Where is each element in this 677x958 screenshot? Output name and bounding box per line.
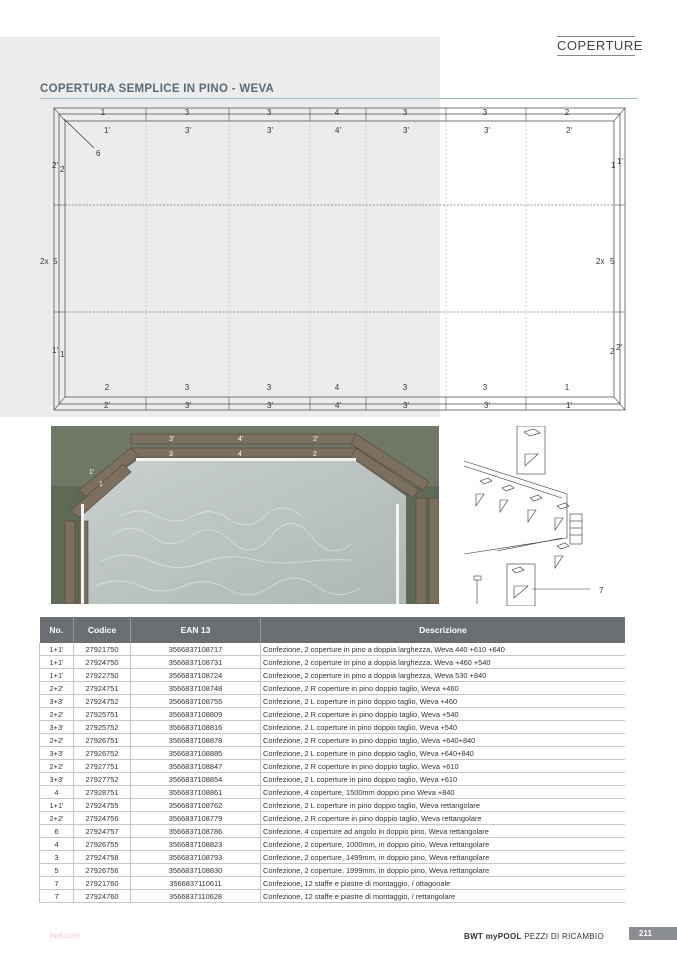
cell-descrizione: Confezione, 2 R coperture in pino doppio taglio, Weva +540 xyxy=(261,708,626,721)
photo-label-e: 4 xyxy=(238,451,242,458)
cell-no: 7 xyxy=(40,890,74,903)
cell-descrizione: Confezione, 2 L coperture in pino doppio taglio, Weva +540 xyxy=(261,721,626,734)
cell-ean: 3566837108878 xyxy=(131,734,261,747)
bottom-outer-5: 3' xyxy=(403,401,409,410)
cell-no: 1+1' xyxy=(40,656,74,669)
title-rule xyxy=(40,98,637,99)
photo-label-b: 4' xyxy=(238,436,244,443)
cell-descrizione: Confezione, 2 L coperture in pino doppio taglio, Weva +610 xyxy=(261,773,626,786)
top-outer-6: 3 xyxy=(482,108,488,117)
right-bot-outer: 2' xyxy=(616,343,622,352)
bottom-inner-5: 3 xyxy=(402,383,408,392)
bottom-inner-3: 3 xyxy=(266,383,272,392)
table-row xyxy=(40,695,626,708)
cover-layout-diagram xyxy=(34,104,634,416)
top-inner-2: 3' xyxy=(185,126,191,135)
bracket-sketch xyxy=(462,426,612,606)
right-top-outer: 1' xyxy=(617,157,623,166)
bottom-outer-3: 3' xyxy=(267,401,273,410)
photo-label-d: 3 xyxy=(169,451,173,458)
top-inner-7: 2' xyxy=(566,126,572,135)
right-mid-inner: 5 xyxy=(610,257,615,266)
bottom-outer-1: 2' xyxy=(104,401,110,410)
header-descrizione: Descrizione xyxy=(261,617,626,643)
left-top-outer: 2' xyxy=(52,161,58,170)
top-outer-4: 4 xyxy=(334,108,340,117)
top-inner-4: 4' xyxy=(335,126,341,135)
bottom-outer-7: 1' xyxy=(566,401,572,410)
cell-no: 4 xyxy=(40,786,74,799)
footer-brand-bold: BWT myPOOL xyxy=(464,932,522,941)
cell-no: 3+3' xyxy=(40,773,74,786)
table-row xyxy=(40,734,626,747)
outer-frame xyxy=(54,108,625,410)
cell-codice: 27921760 xyxy=(74,877,131,890)
cell-descrizione: Confezione, 2 R coperture in pino doppio taglio, Weva +640+840 xyxy=(261,734,626,747)
bottom-outer-6: 3' xyxy=(484,401,490,410)
cell-no: 2+2' xyxy=(40,812,74,825)
cell-codice: 27928751 xyxy=(74,786,131,799)
cell-codice: 27926755 xyxy=(74,838,131,851)
left-mid-inner: 5 xyxy=(53,257,58,266)
table-row xyxy=(40,851,626,864)
top-inner-1: 1' xyxy=(104,126,110,135)
cell-descrizione: Confezione, 2 L coperture in pino doppio taglio, Weva +640+840 xyxy=(261,747,626,760)
table-row xyxy=(40,669,626,682)
cell-codice: 27926756 xyxy=(74,864,131,877)
table-row xyxy=(40,812,626,825)
cell-codice: 27924760 xyxy=(74,890,131,903)
bottom-inner-4: 4 xyxy=(334,383,340,392)
cell-no: 3 xyxy=(40,851,74,864)
table-row xyxy=(40,747,626,760)
table-row xyxy=(40,825,626,838)
right-top-inner: 1 xyxy=(611,161,616,170)
cell-ean: 3566837108861 xyxy=(131,786,261,799)
cell-no: 2+2' xyxy=(40,682,74,695)
cell-no: 3+3' xyxy=(40,695,74,708)
table-row xyxy=(40,877,626,890)
cell-no: 1+1' xyxy=(40,669,74,682)
cell-descrizione: Confezione, 12 staffe e piastre di montaggio, / ottagonale xyxy=(261,877,626,890)
table-row xyxy=(40,656,626,669)
cell-ean: 3566837108793 xyxy=(131,851,261,864)
right-bot-inner: 2 xyxy=(610,347,615,356)
top-outer-7: 2 xyxy=(564,108,570,117)
cell-no: 1+1' xyxy=(40,799,74,812)
table-row xyxy=(40,643,626,656)
right-mid-outer: 2x xyxy=(596,257,605,266)
header-no: No. xyxy=(40,617,74,643)
cell-descrizione: Confezione, 2 coperture in pino a doppia larghezza, Weva 440 +610 +640 xyxy=(261,643,626,656)
cell-ean: 3566837108816 xyxy=(131,721,261,734)
cell-descrizione: Confezione, 2 coperture, 1000mm, in doppio pino, Weva rettangolare xyxy=(261,838,626,851)
table-row xyxy=(40,890,626,903)
page-title: COPERTURA SEMPLICE IN PINO - WEVA xyxy=(40,83,275,95)
cell-no: 6 xyxy=(40,825,74,838)
photo-label-g: 1' xyxy=(89,469,95,476)
cell-descrizione: Confezione, 2 coperture, 1999mm, in doppio pino, Weva rettangolare xyxy=(261,864,626,877)
cell-ean: 3566837108717 xyxy=(131,643,261,656)
cell-codice: 27922750 xyxy=(74,669,131,682)
top-inner-3: 3' xyxy=(267,126,273,135)
left-bot-outer: 1' xyxy=(52,346,58,355)
cell-no: 2+2' xyxy=(40,708,74,721)
cell-no: 3+3' xyxy=(40,721,74,734)
bottom-outer-4: 4' xyxy=(335,401,341,410)
cell-no: 7 xyxy=(40,877,74,890)
cell-ean: 3566837110628 xyxy=(131,890,261,903)
photo-label-h: 1 xyxy=(99,481,103,488)
cell-ean: 3566837108854 xyxy=(131,773,261,786)
pool-photo xyxy=(51,426,439,604)
bottom-inner-6: 3 xyxy=(482,383,488,392)
cell-descrizione: Confezione, 4 coperture, 1500mm doppio pino Weva +840 xyxy=(261,786,626,799)
table-row xyxy=(40,721,626,734)
top-outer-5: 3 xyxy=(402,108,408,117)
table-row xyxy=(40,760,626,773)
footer-brand xyxy=(464,932,604,941)
cell-descrizione: Confezione, 2 R coperture in pino doppio taglio, Weva +610 xyxy=(261,760,626,773)
section-rule-top xyxy=(557,36,635,37)
cell-ean: 3566837108755 xyxy=(131,695,261,708)
cell-codice: 27924756 xyxy=(74,812,131,825)
cell-ean: 3566837108762 xyxy=(131,799,261,812)
cell-ean: 3566837108830 xyxy=(131,864,261,877)
cell-descrizione: Confezione, 2 coperture, 1499mm, in doppio pino, Weva rettangolare xyxy=(261,851,626,864)
middle-frame xyxy=(59,114,620,404)
page-number: 211 xyxy=(629,927,677,940)
header-ean: EAN 13 xyxy=(131,617,261,643)
cell-codice: 27924757 xyxy=(74,825,131,838)
top-inner-5: 3' xyxy=(403,126,409,135)
table-row xyxy=(40,773,626,786)
footer-brand-rest: PEZZI DI RICAMBIO xyxy=(521,932,604,941)
cell-codice: 27924751 xyxy=(74,682,131,695)
table-row xyxy=(40,838,626,851)
cell-descrizione: Confezione, 2 coperture in pino a doppia larghezza, Weva 530 +840 xyxy=(261,669,626,682)
photo-label-f: 2 xyxy=(313,451,317,458)
cell-codice: 27927751 xyxy=(74,760,131,773)
left-bot-inner: 1 xyxy=(60,350,65,359)
bottom-outer-2: 3' xyxy=(185,401,191,410)
cell-no: 1+1' xyxy=(40,643,74,656)
section-rule-bottom xyxy=(557,55,635,56)
photo-label-c: 2' xyxy=(313,436,319,443)
cell-descrizione: Confezione, 4 coperture ad angolo in doppio pino, Weva rettangolare xyxy=(261,825,626,838)
cell-no: 5 xyxy=(40,864,74,877)
cell-ean: 3566837108724 xyxy=(131,669,261,682)
table-row xyxy=(40,864,626,877)
table-row xyxy=(40,786,626,799)
table-row xyxy=(40,682,626,695)
top-inner-6: 3' xyxy=(484,126,490,135)
cell-codice: 27924750 xyxy=(74,656,131,669)
left-mid-outer: 2x xyxy=(40,257,49,266)
parts-table xyxy=(39,617,625,903)
cell-descrizione: Confezione, 2 coperture in pino a doppia larghezza, Weva +460 +540 xyxy=(261,656,626,669)
cell-descrizione: Confezione, 2 R coperture in pino doppio taglio, Weva rettangolare xyxy=(261,812,626,825)
cell-ean: 3566837108809 xyxy=(131,708,261,721)
top-outer-3: 3 xyxy=(266,108,272,117)
bottom-inner-1: 2 xyxy=(104,383,110,392)
cell-descrizione: Confezione, 12 staffe e piastre di montaggio, / rettangolare xyxy=(261,890,626,903)
cell-codice: 27924755 xyxy=(74,799,131,812)
top-outer-1: 1 xyxy=(100,108,106,117)
cell-no: 3+3' xyxy=(40,747,74,760)
corner-label: 6 xyxy=(96,149,101,158)
cell-ean: 3566837108779 xyxy=(131,812,261,825)
section-tag: COPERTURE xyxy=(557,38,643,53)
cell-ean: 3566837108885 xyxy=(131,747,261,760)
photo-label-a: 3' xyxy=(169,436,175,443)
cell-ean: 3566837110611 xyxy=(131,877,261,890)
cell-codice: 27924758 xyxy=(74,851,131,864)
cell-ean: 3566837108786 xyxy=(131,825,261,838)
cell-codice: 27925751 xyxy=(74,708,131,721)
cell-codice: 27924752 xyxy=(74,695,131,708)
cell-descrizione: Confezione, 2 L coperture in pino doppio taglio, Weva rettangolare xyxy=(261,799,626,812)
cell-ean: 3566837108823 xyxy=(131,838,261,851)
footer-website: bwt.com xyxy=(50,931,80,940)
cell-codice: 27927752 xyxy=(74,773,131,786)
cell-descrizione: Confezione, 2 L coperture in pino doppio taglio, Weva +460 xyxy=(261,695,626,708)
top-outer-2: 3 xyxy=(184,108,190,117)
table-header-row xyxy=(40,617,626,643)
cell-no: 2+2' xyxy=(40,734,74,747)
header-codice: Codice xyxy=(74,617,131,643)
bottom-inner-7: 1 xyxy=(564,383,570,392)
cell-no: 4 xyxy=(40,838,74,851)
cell-ean: 3566837108748 xyxy=(131,682,261,695)
inner-frame xyxy=(65,121,614,397)
table-row xyxy=(40,708,626,721)
sketch-label: 7 xyxy=(599,586,604,595)
cell-codice: 27926752 xyxy=(74,747,131,760)
cell-ean: 3566837108847 xyxy=(131,760,261,773)
cell-ean: 3566837108731 xyxy=(131,656,261,669)
cell-codice: 27926751 xyxy=(74,734,131,747)
cell-descrizione: Confezione, 2 R coperture in pino doppio taglio, Weva +460 xyxy=(261,682,626,695)
bottom-inner-2: 3 xyxy=(184,383,190,392)
cell-no: 2+2' xyxy=(40,760,74,773)
left-top-inner: 2 xyxy=(60,165,65,174)
table-row xyxy=(40,799,626,812)
cell-codice: 27921750 xyxy=(74,643,131,656)
cell-codice: 27925752 xyxy=(74,721,131,734)
